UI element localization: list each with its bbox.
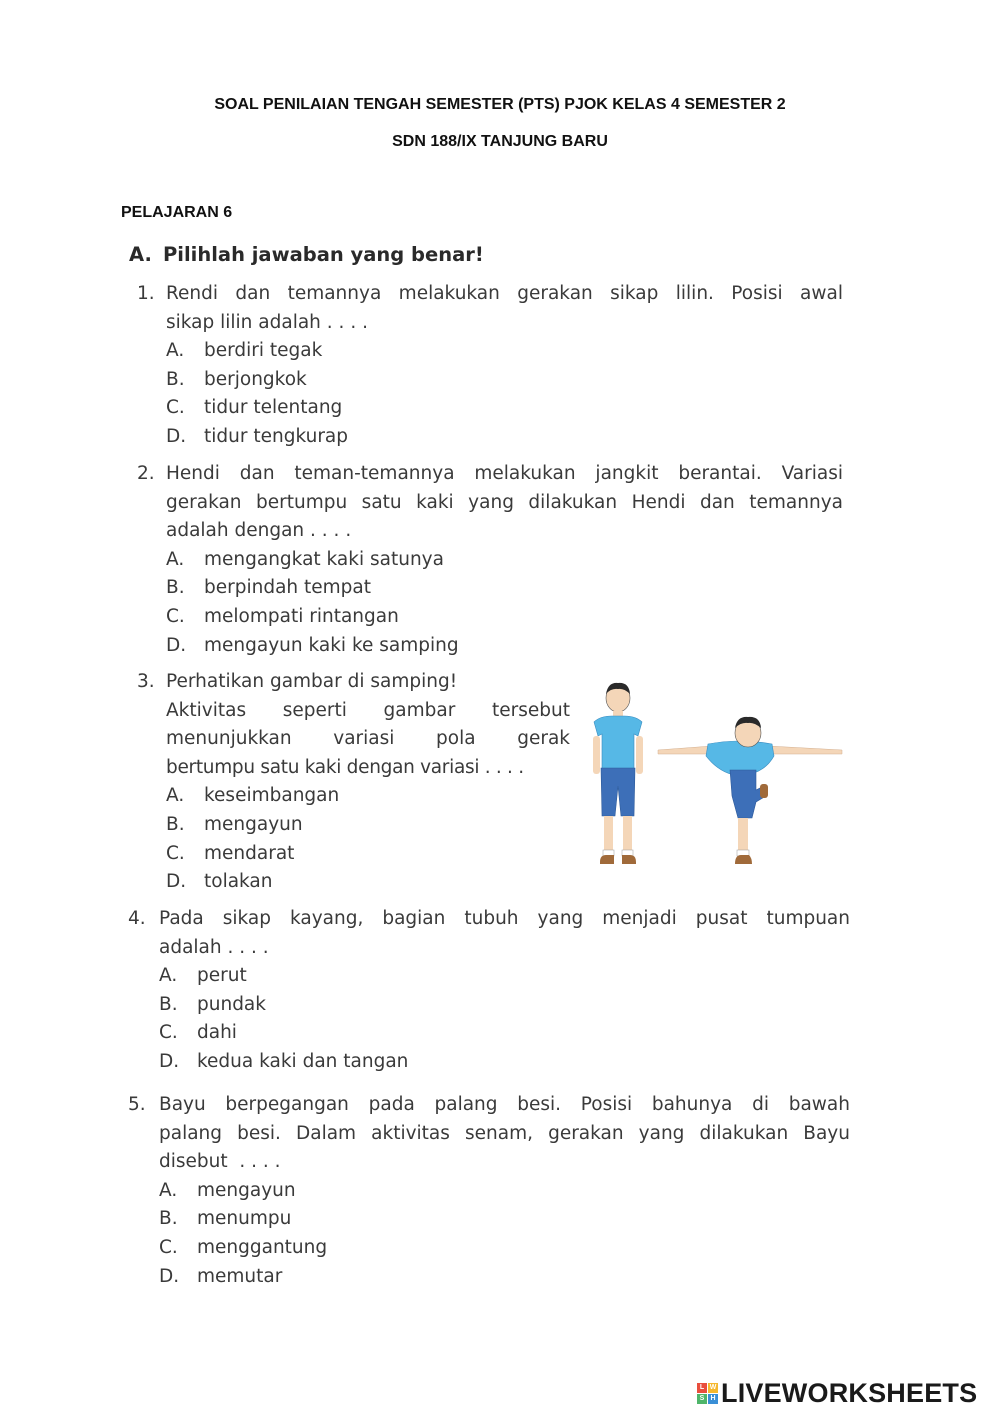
option-c[interactable]	[159, 1019, 850, 1048]
section-letter: A.	[129, 243, 152, 266]
option-d[interactable]	[166, 423, 843, 452]
option-d[interactable]	[166, 632, 843, 661]
option-text: mengangkat kaki satunya	[204, 548, 444, 570]
option-key: A.	[166, 785, 185, 807]
option-a[interactable]	[159, 962, 850, 991]
lesson-title: PELAJARAN 6	[121, 204, 233, 221]
option-text: berpindah tempat	[204, 577, 372, 599]
option-c[interactable]	[166, 603, 843, 632]
option-key: C.	[166, 605, 185, 627]
option-key: B.	[159, 993, 178, 1015]
option-key: C.	[166, 397, 185, 419]
liveworksheets-brand: LIVEWORKSHEETS	[721, 1377, 978, 1408]
balancing-boy-figure	[658, 717, 842, 864]
option-key: D.	[159, 1265, 180, 1287]
option-key: D.	[166, 634, 187, 656]
question-4	[128, 905, 850, 1077]
exam-title: SOAL PENILAIAN TENGAH SEMESTER (PTS) PJOK KELAS 4 SEMESTER 2	[214, 96, 786, 113]
option-key: B.	[166, 368, 185, 390]
option-key: B.	[166, 577, 185, 599]
question-number: 5.	[128, 1094, 146, 1115]
option-d[interactable]	[159, 1263, 850, 1292]
balance-pose-illustration	[580, 678, 850, 883]
question-text-line: adalah dengan . . . .	[166, 520, 352, 542]
option-key: B.	[166, 813, 185, 835]
option-text: berdiri tegak	[204, 340, 323, 362]
question-text-line: gerakan bertumpu satu kaki yang dilakukan Hendi dan temannya	[166, 491, 843, 513]
option-d[interactable]	[159, 1048, 850, 1077]
question-text-line: palang besi. Dalam aktivitas senam, gerakan yang dilakukan Bayu	[159, 1122, 850, 1144]
option-a[interactable]	[166, 337, 843, 366]
option-text: melompati rintangan	[204, 605, 399, 627]
logo-tile: L	[697, 1383, 707, 1393]
question-text-line: Hendi dan teman-temannya melakukan jangkit berantai. Variasi	[166, 463, 843, 484]
option-key: A.	[166, 340, 185, 362]
question-text-line: menunjukkan variasi pola gerak	[166, 728, 570, 750]
option-text: perut	[197, 965, 247, 987]
option-text: menggantung	[197, 1236, 328, 1258]
question-number: 4.	[128, 908, 146, 929]
option-b[interactable]	[166, 811, 570, 840]
question-text-line: Bayu berpegangan pada palang besi. Posisi bahunya di bawah	[159, 1094, 850, 1115]
standing-boy-figure	[593, 683, 643, 864]
question-3	[137, 668, 570, 897]
logo-tile: W	[709, 1383, 717, 1391]
option-text: memutar	[197, 1265, 283, 1287]
option-text: mengayun	[204, 813, 303, 835]
option-text: mengayun	[197, 1179, 296, 1201]
option-key: A.	[159, 965, 178, 987]
question-text-line: sikap lilin adalah . . . .	[166, 311, 368, 333]
option-text: pundak	[197, 993, 266, 1015]
option-c[interactable]	[159, 1234, 850, 1263]
section-title: Pilihlah jawaban yang benar!	[163, 243, 484, 266]
option-b[interactable]	[166, 366, 843, 395]
option-key: D.	[166, 425, 187, 447]
option-text: menumpu	[197, 1208, 292, 1230]
option-key: C.	[159, 1236, 178, 1258]
question-number: 3.	[137, 671, 155, 692]
liveworksheets-logo[interactable]	[697, 1377, 977, 1409]
question-1	[137, 280, 843, 452]
school-name: SDN 188/IX TANJUNG BARU	[392, 133, 608, 150]
option-text: mengayun kaki ke samping	[204, 634, 459, 656]
question-text-line: Rendi dan temannya melakukan gerakan sikap lilin. Posisi awal	[166, 283, 843, 304]
option-key: B.	[159, 1208, 178, 1230]
option-b[interactable]	[159, 991, 850, 1020]
option-key: D.	[159, 1050, 180, 1072]
option-a[interactable]	[159, 1177, 850, 1206]
option-key: A.	[166, 548, 185, 570]
option-c[interactable]	[166, 394, 843, 423]
question-text-line: Aktivitas seperti gambar tersebut	[166, 699, 570, 721]
section-heading	[129, 243, 484, 266]
option-text: tidur tengkurap	[204, 425, 349, 447]
option-key: C.	[166, 842, 185, 864]
logo-tile: S	[697, 1394, 707, 1404]
option-text: mendarat	[204, 842, 295, 864]
question-number: 2.	[137, 463, 155, 484]
option-c[interactable]	[166, 840, 570, 869]
question-2	[137, 460, 843, 660]
question-text-line: Pada sikap kayang, bagian tubuh yang menjadi pusat tumpuan	[159, 908, 850, 929]
logo-tile: H	[708, 1394, 718, 1404]
option-d[interactable]	[166, 868, 570, 897]
option-text: keseimbangan	[204, 785, 340, 807]
option-key: D.	[166, 871, 187, 893]
option-a[interactable]	[166, 546, 843, 575]
question-text-line: disebut . . . .	[159, 1151, 281, 1173]
option-a[interactable]	[166, 782, 570, 811]
option-text: tolakan	[204, 871, 273, 893]
question-5	[128, 1091, 850, 1291]
liveworksheets-logo-icon	[697, 1383, 718, 1404]
option-text: tidur telentang	[204, 397, 343, 419]
option-b[interactable]	[159, 1205, 850, 1234]
question-text-line: bertumpu satu kaki dengan variasi . . . .	[166, 756, 524, 778]
question-text-line: Perhatikan gambar di samping!	[166, 671, 458, 692]
option-text: berjongkok	[204, 368, 307, 390]
option-text: kedua kaki dan tangan	[197, 1050, 409, 1072]
question-number: 1.	[137, 283, 155, 304]
option-text: dahi	[197, 1022, 237, 1044]
option-key: A.	[159, 1179, 178, 1201]
option-b[interactable]	[166, 574, 843, 603]
option-key: C.	[159, 1022, 178, 1044]
question-text-line: adalah . . . .	[159, 936, 269, 958]
